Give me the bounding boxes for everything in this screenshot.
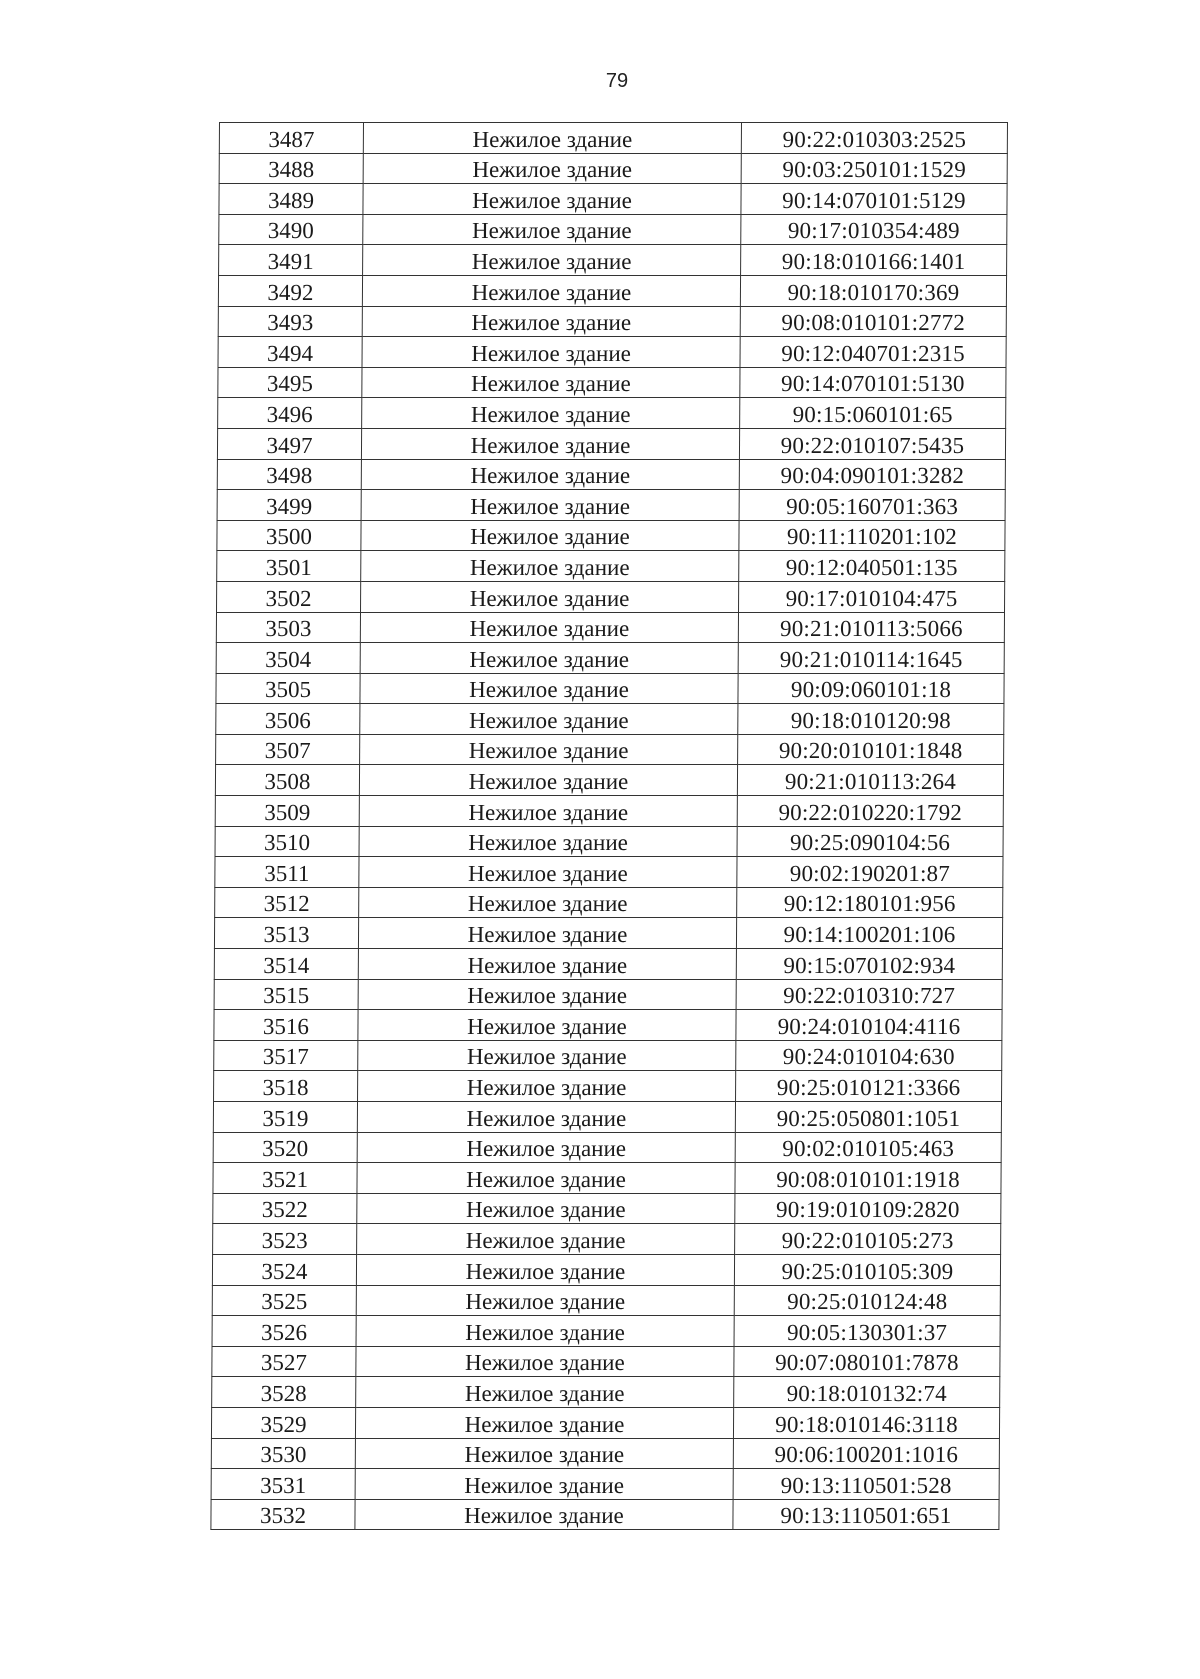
table-row xyxy=(211,1499,999,1530)
object-type-cell: Нежилое здание xyxy=(360,673,738,704)
row-number-cell: 3532 xyxy=(211,1499,355,1530)
table-row xyxy=(214,1040,1002,1071)
table-row xyxy=(217,520,1005,551)
object-type-cell: Нежилое здание xyxy=(356,1346,734,1377)
cadastral-number-cell: 90:21:010114:1645 xyxy=(738,643,1004,674)
cadastral-number-cell: 90:11:110201:102 xyxy=(739,520,1005,551)
row-number-cell: 3491 xyxy=(219,245,363,276)
object-type-cell: Нежилое здание xyxy=(355,1469,733,1500)
row-number-cell: 3495 xyxy=(218,367,362,398)
cadastral-number-cell: 90:12:040501:135 xyxy=(739,551,1005,582)
cadastral-number-cell: 90:18:010132:74 xyxy=(734,1377,1000,1408)
table-row xyxy=(218,337,1006,368)
table-row xyxy=(213,1132,1001,1163)
cadastral-number-cell: 90:19:010109:2820 xyxy=(735,1193,1001,1224)
cadastral-number-cell: 90:12:180101:956 xyxy=(737,887,1003,918)
row-number-cell: 3489 xyxy=(219,184,363,215)
row-number-cell: 3526 xyxy=(212,1316,356,1347)
row-number-cell: 3503 xyxy=(216,612,360,643)
table-row xyxy=(212,1254,1000,1285)
object-type-cell: Нежилое здание xyxy=(361,428,739,459)
object-type-cell: Нежилое здание xyxy=(357,1163,735,1194)
cadastral-number-cell: 90:22:010107:5435 xyxy=(739,428,1005,459)
cadastral-number-cell: 90:15:060101:65 xyxy=(740,398,1006,429)
table-body xyxy=(211,123,1008,1530)
row-number-cell: 3497 xyxy=(217,428,361,459)
row-number-cell: 3502 xyxy=(217,581,361,612)
object-type-cell: Нежилое здание xyxy=(362,367,740,398)
cadastral-number-cell: 90:05:160701:363 xyxy=(739,490,1005,521)
row-number-cell: 3514 xyxy=(214,949,358,980)
cadastral-number-cell: 90:22:010310:727 xyxy=(736,979,1002,1010)
table-row xyxy=(212,1285,1000,1316)
table-row xyxy=(215,857,1003,888)
table-row xyxy=(218,398,1006,429)
object-type-cell: Нежилое здание xyxy=(361,520,739,551)
table-row xyxy=(211,1469,999,1500)
cadastral-number-cell: 90:05:130301:37 xyxy=(734,1316,1000,1347)
row-number-cell: 3487 xyxy=(219,123,363,154)
object-type-cell: Нежилое здание xyxy=(355,1407,733,1438)
cadastral-number-cell: 90:25:010121:3366 xyxy=(736,1071,1002,1102)
object-type-cell: Нежилое здание xyxy=(359,826,737,857)
table-row xyxy=(218,275,1006,306)
row-number-cell: 3504 xyxy=(216,643,360,674)
row-number-cell: 3499 xyxy=(217,490,361,521)
cadastral-number-cell: 90:13:110501:528 xyxy=(733,1469,999,1500)
object-type-cell: Нежилое здание xyxy=(358,1071,736,1102)
row-number-cell: 3518 xyxy=(214,1071,358,1102)
cadastral-number-cell: 90:22:010105:273 xyxy=(735,1224,1001,1255)
row-number-cell: 3521 xyxy=(213,1163,357,1194)
row-number-cell: 3512 xyxy=(215,887,359,918)
row-number-cell: 3513 xyxy=(214,918,358,949)
row-number-cell: 3520 xyxy=(213,1132,357,1163)
table-row xyxy=(214,979,1002,1010)
row-number-cell: 3524 xyxy=(212,1254,356,1285)
cadastral-number-cell: 90:21:010113:5066 xyxy=(738,612,1004,643)
object-type-cell: Нежилое здание xyxy=(359,887,737,918)
cadastral-number-cell: 90:18:010146:3118 xyxy=(733,1407,999,1438)
cadastral-number-cell: 90:02:190201:87 xyxy=(737,857,1003,888)
table-row xyxy=(219,245,1007,276)
row-number-cell: 3529 xyxy=(211,1407,355,1438)
row-number-cell: 3528 xyxy=(212,1377,356,1408)
table-row xyxy=(218,306,1006,337)
cadastral-number-cell: 90:13:110501:651 xyxy=(733,1499,999,1530)
cadastral-number-cell: 90:15:070102:934 xyxy=(736,949,1002,980)
cadastral-number-cell: 90:07:080101:7878 xyxy=(734,1346,1000,1377)
object-type-cell: Нежилое здание xyxy=(363,184,741,215)
row-number-cell: 3515 xyxy=(214,979,358,1010)
object-type-cell: Нежилое здание xyxy=(356,1285,734,1316)
object-type-cell: Нежилое здание xyxy=(361,490,739,521)
table-row xyxy=(214,949,1002,980)
object-type-cell: Нежилое здание xyxy=(355,1499,733,1530)
cadastral-number-cell: 90:12:040701:2315 xyxy=(740,337,1006,368)
row-number-cell: 3490 xyxy=(219,214,363,245)
table-row xyxy=(219,123,1007,154)
table-row xyxy=(215,826,1003,857)
object-type-cell: Нежилое здание xyxy=(357,1102,735,1133)
object-type-cell: Нежилое здание xyxy=(358,1010,736,1041)
object-type-cell: Нежилое здание xyxy=(359,765,737,796)
row-number-cell: 3516 xyxy=(214,1010,358,1041)
object-type-cell: Нежилое здание xyxy=(357,1224,735,1255)
row-number-cell: 3496 xyxy=(218,398,362,429)
cadastral-number-cell: 90:24:010104:4116 xyxy=(736,1010,1002,1041)
cadastral-number-cell: 90:22:010303:2525 xyxy=(741,123,1007,154)
row-number-cell: 3505 xyxy=(216,673,360,704)
row-number-cell: 3492 xyxy=(218,275,362,306)
object-type-cell: Нежилое здание xyxy=(357,1132,735,1163)
table-row xyxy=(213,1193,1001,1224)
table-row xyxy=(217,551,1005,582)
table-row xyxy=(217,490,1005,521)
table-row xyxy=(216,643,1004,674)
object-type-cell: Нежилое здание xyxy=(356,1254,734,1285)
object-type-cell: Нежилое здание xyxy=(361,551,739,582)
cadastral-number-cell: 90:09:060101:18 xyxy=(738,673,1004,704)
cadastral-number-cell: 90:22:010220:1792 xyxy=(737,796,1003,827)
object-type-cell: Нежилое здание xyxy=(363,245,741,276)
table-row xyxy=(216,704,1004,735)
cadastral-number-cell: 90:08:010101:2772 xyxy=(740,306,1006,337)
row-number-cell: 3506 xyxy=(216,704,360,735)
object-type-cell: Нежилое здание xyxy=(358,979,736,1010)
cadastral-number-cell: 90:21:010113:264 xyxy=(737,765,1003,796)
table-row xyxy=(217,459,1005,490)
row-number-cell: 3510 xyxy=(215,826,359,857)
table-row xyxy=(217,428,1005,459)
cadastral-number-cell: 90:08:010101:1918 xyxy=(735,1163,1001,1194)
table-row xyxy=(216,673,1004,704)
row-number-cell: 3494 xyxy=(218,337,362,368)
cadastral-number-cell: 90:18:010166:1401 xyxy=(741,245,1007,276)
table-row xyxy=(215,765,1003,796)
cadastral-number-cell: 90:14:070101:5129 xyxy=(741,184,1007,215)
row-number-cell: 3531 xyxy=(211,1469,355,1500)
table-row xyxy=(211,1438,999,1469)
property-table xyxy=(210,122,1008,1530)
row-number-cell: 3501 xyxy=(217,551,361,582)
table-row xyxy=(213,1102,1001,1133)
object-type-cell: Нежилое здание xyxy=(361,459,739,490)
table-row xyxy=(214,918,1002,949)
row-number-cell: 3525 xyxy=(212,1285,356,1316)
object-type-cell: Нежилое здание xyxy=(358,918,736,949)
object-type-cell: Нежилое здание xyxy=(360,643,738,674)
cadastral-number-cell: 90:06:100201:1016 xyxy=(733,1438,999,1469)
table-row xyxy=(216,734,1004,765)
object-type-cell: Нежилое здание xyxy=(359,796,737,827)
table-row xyxy=(212,1316,1000,1347)
table-row xyxy=(219,153,1007,184)
row-number-cell: 3530 xyxy=(211,1438,355,1469)
row-number-cell: 3508 xyxy=(215,765,359,796)
object-type-cell: Нежилое здание xyxy=(362,337,740,368)
table-row xyxy=(217,581,1005,612)
object-type-cell: Нежилое здание xyxy=(363,123,741,154)
cadastral-number-cell: 90:04:090101:3282 xyxy=(739,459,1005,490)
object-type-cell: Нежилое здание xyxy=(363,214,741,245)
row-number-cell: 3519 xyxy=(213,1102,357,1133)
row-number-cell: 3498 xyxy=(217,459,361,490)
object-type-cell: Нежилое здание xyxy=(361,581,739,612)
table-row xyxy=(219,214,1007,245)
table-row xyxy=(213,1163,1001,1194)
object-type-cell: Нежилое здание xyxy=(362,306,740,337)
cadastral-number-cell: 90:17:010104:475 xyxy=(739,581,1005,612)
page-number: 79 xyxy=(605,70,629,92)
cadastral-number-cell: 90:25:010105:309 xyxy=(734,1254,1000,1285)
object-type-cell: Нежилое здание xyxy=(360,734,738,765)
cadastral-number-cell: 90:14:070101:5130 xyxy=(740,367,1006,398)
row-number-cell: 3509 xyxy=(215,796,359,827)
object-type-cell: Нежилое здание xyxy=(362,398,740,429)
object-type-cell: Нежилое здание xyxy=(360,704,738,735)
cadastral-number-cell: 90:25:090104:56 xyxy=(737,826,1003,857)
table-row xyxy=(214,1071,1002,1102)
row-number-cell: 3523 xyxy=(213,1224,357,1255)
row-number-cell: 3500 xyxy=(217,520,361,551)
object-type-cell: Нежилое здание xyxy=(362,275,740,306)
table-row xyxy=(214,1010,1002,1041)
table-row xyxy=(215,796,1003,827)
object-type-cell: Нежилое здание xyxy=(356,1377,734,1408)
row-number-cell: 3517 xyxy=(214,1040,358,1071)
cadastral-number-cell: 90:18:010120:98 xyxy=(738,704,1004,735)
cadastral-number-cell: 90:17:010354:489 xyxy=(741,214,1007,245)
object-type-cell: Нежилое здание xyxy=(358,1040,736,1071)
table-row xyxy=(216,612,1004,643)
table-row xyxy=(211,1407,999,1438)
row-number-cell: 3507 xyxy=(216,734,360,765)
row-number-cell: 3493 xyxy=(218,306,362,337)
cadastral-number-cell: 90:20:010101:1848 xyxy=(738,734,1004,765)
table-row xyxy=(212,1377,1000,1408)
row-number-cell: 3522 xyxy=(213,1193,357,1224)
object-type-cell: Нежилое здание xyxy=(356,1316,734,1347)
table-row xyxy=(212,1346,1000,1377)
object-type-cell: Нежилое здание xyxy=(358,949,736,980)
object-type-cell: Нежилое здание xyxy=(359,857,737,888)
object-type-cell: Нежилое здание xyxy=(357,1193,735,1224)
cadastral-number-cell: 90:02:010105:463 xyxy=(735,1132,1001,1163)
cadastral-number-cell: 90:24:010104:630 xyxy=(736,1040,1002,1071)
cadastral-number-cell: 90:03:250101:1529 xyxy=(741,153,1007,184)
table-row xyxy=(219,184,1007,215)
property-table-container xyxy=(210,122,1008,1530)
cadastral-number-cell: 90:18:010170:369 xyxy=(740,275,1006,306)
cadastral-number-cell: 90:25:010124:48 xyxy=(734,1285,1000,1316)
row-number-cell: 3511 xyxy=(215,857,359,888)
object-type-cell: Нежилое здание xyxy=(355,1438,733,1469)
row-number-cell: 3488 xyxy=(219,153,363,184)
table-row xyxy=(213,1224,1001,1255)
row-number-cell: 3527 xyxy=(212,1346,356,1377)
cadastral-number-cell: 90:25:050801:1051 xyxy=(735,1102,1001,1133)
object-type-cell: Нежилое здание xyxy=(360,612,738,643)
table-row xyxy=(215,887,1003,918)
object-type-cell: Нежилое здание xyxy=(363,153,741,184)
cadastral-number-cell: 90:14:100201:106 xyxy=(736,918,1002,949)
table-row xyxy=(218,367,1006,398)
